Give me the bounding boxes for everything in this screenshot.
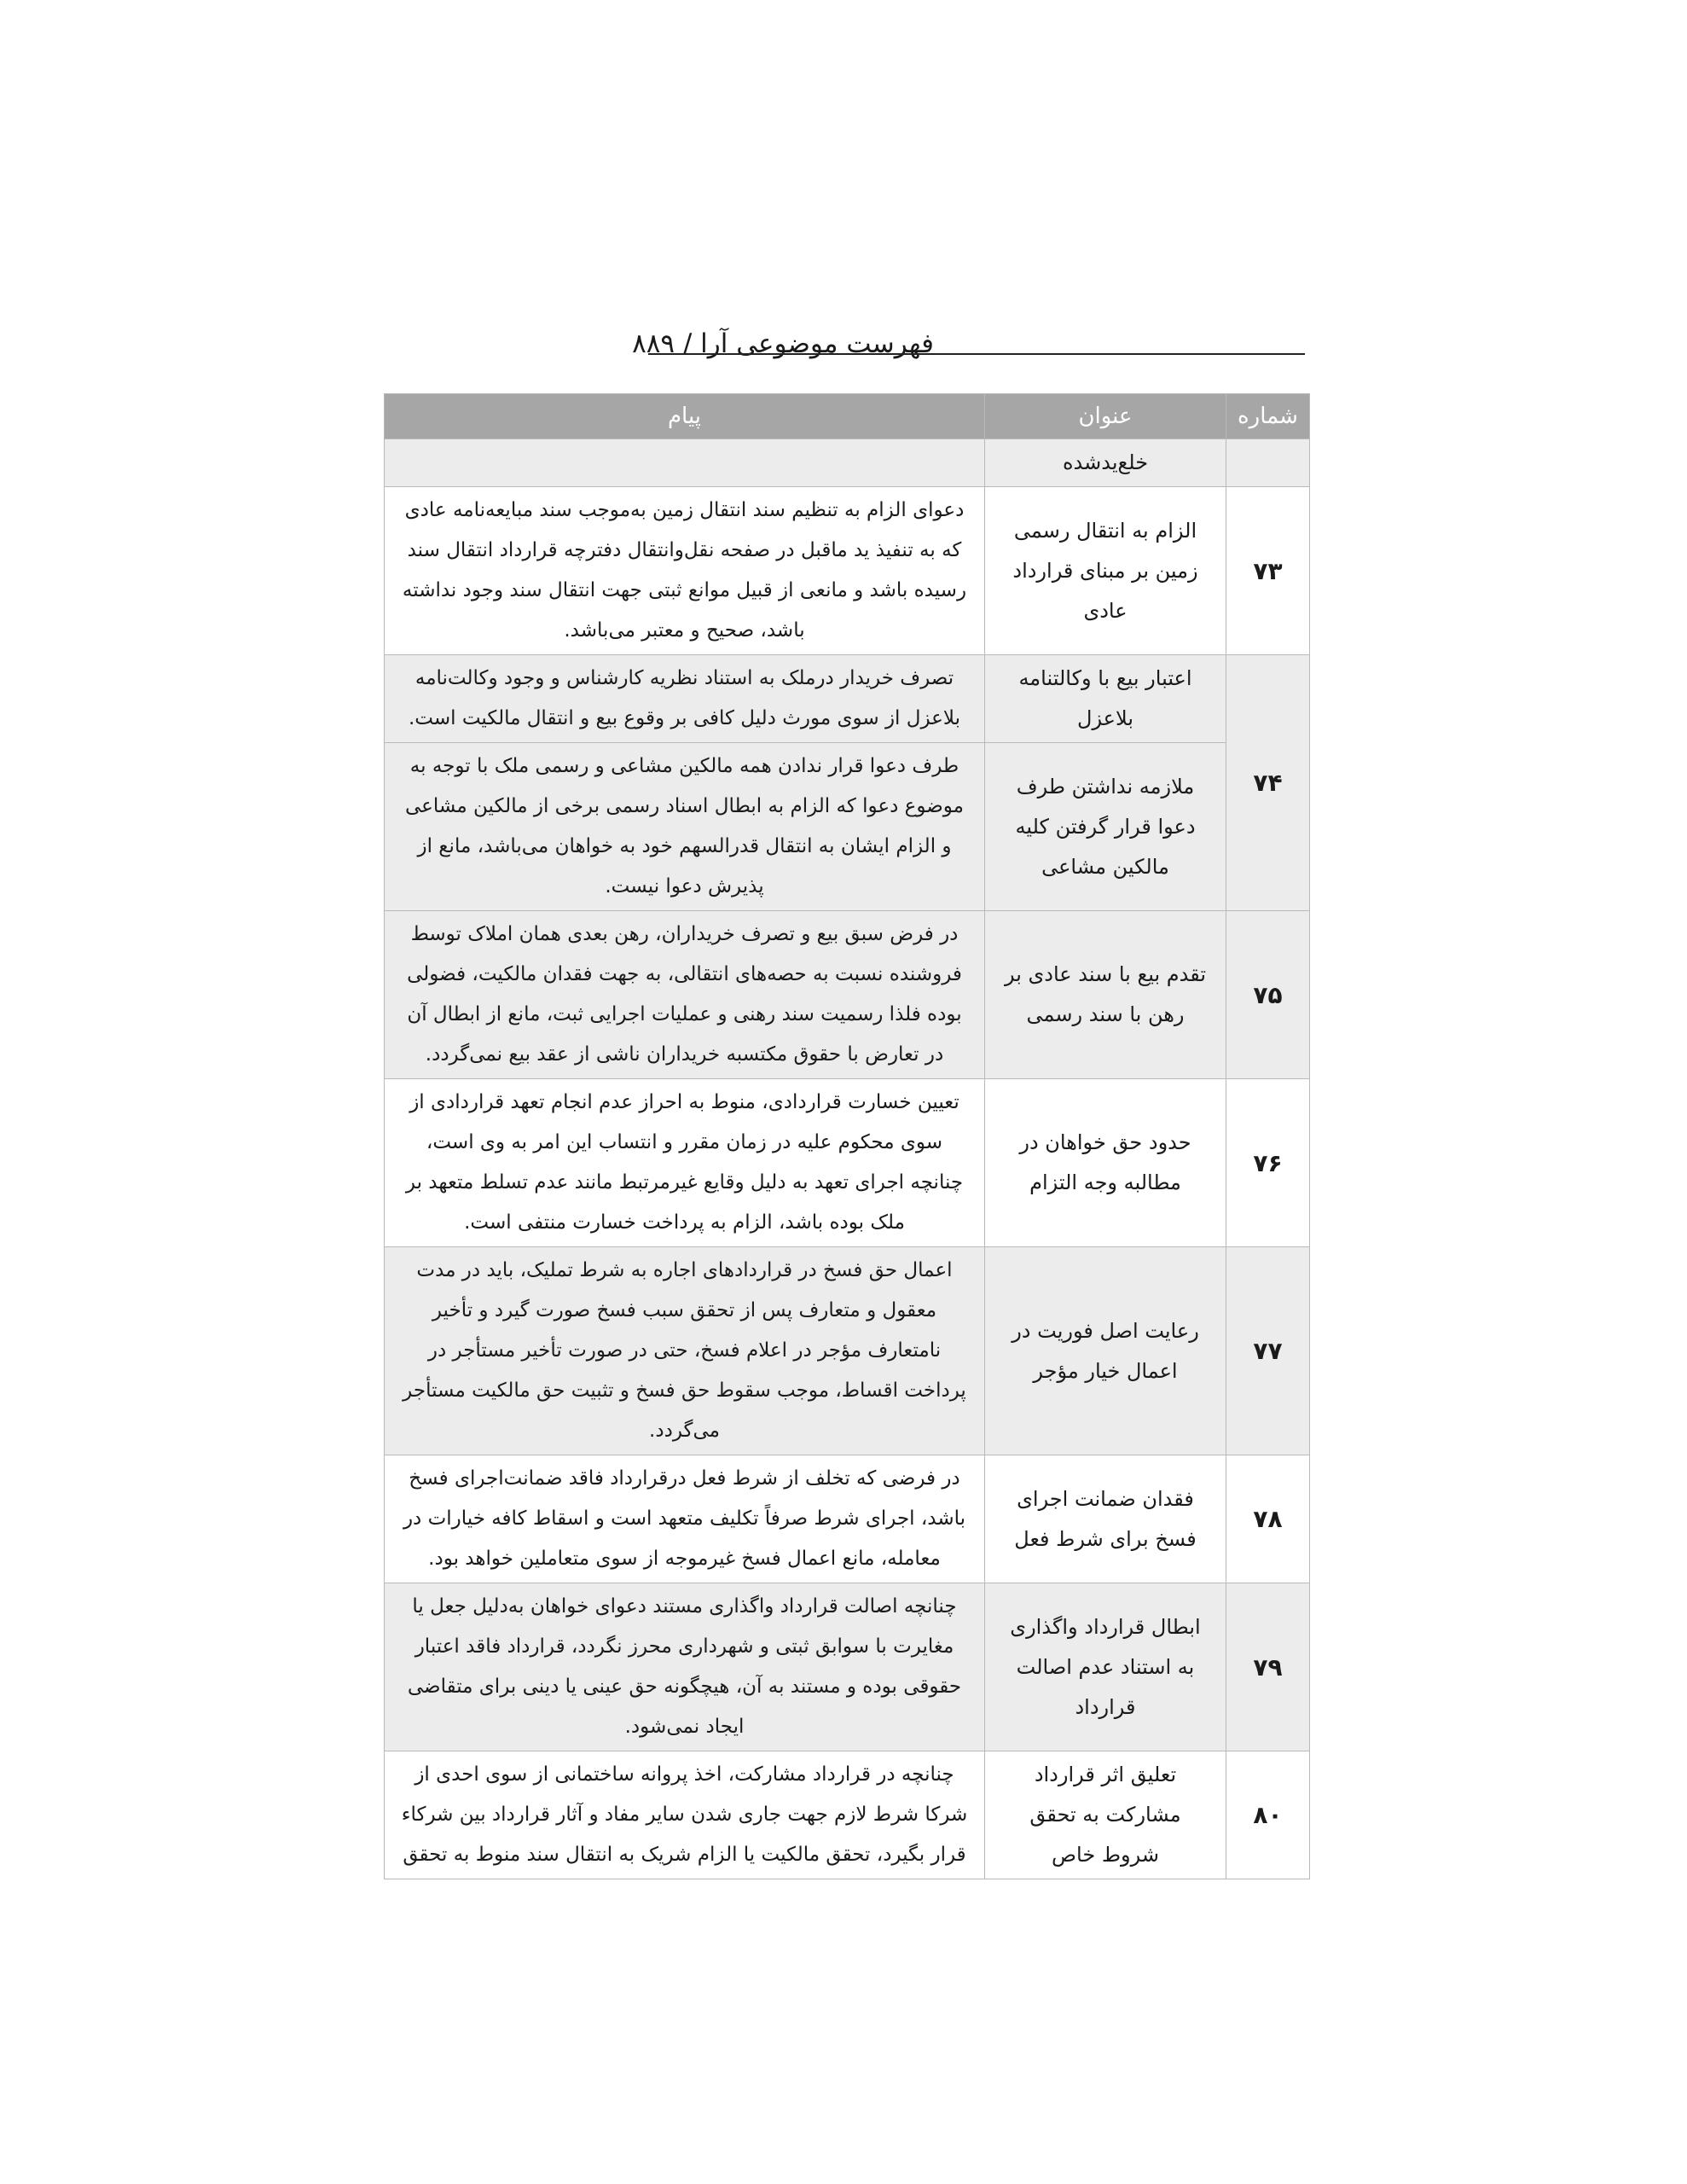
cell-title: فقدان ضمانت اجرای فسخ برای شرط فعل: [985, 1455, 1226, 1583]
cell-number: ۸۰: [1226, 1751, 1310, 1879]
cell-title: تقدم بیع با سند عادی بر رهن با سند رسمی: [985, 911, 1226, 1079]
header-title: عنوان: [985, 394, 1226, 439]
cell-title: خلع‌یدشده: [985, 439, 1226, 487]
cell-title: ابطال قرارداد واگذاری به استناد عدم اصالت قرارداد: [985, 1583, 1226, 1751]
table-row: [385, 1583, 1310, 1751]
table-row: [385, 487, 1310, 655]
table-row: [385, 655, 1310, 743]
cell-title: الزام به انتقال رسمی زمین بر مبنای قرارداد عادی: [985, 487, 1226, 655]
running-head: [384, 322, 1305, 365]
cell-number: ۷۹: [1226, 1583, 1310, 1751]
table-row: [385, 1247, 1310, 1455]
topic-index-table: [384, 393, 1310, 1879]
cell-number: ۷۵: [1226, 911, 1310, 1079]
table-row-sub: [385, 743, 1310, 911]
cell-message: در فرضی که تخلف از شرط فعل درقرارداد فاقد ضمانت‌اجرای فسخ باشد، اجرای شرط صرفاً تکلیف متعهد است و اسقاط کافه خیارات در معامله، مانع اعمال فسخ غیرموجه از سوی متعاملین خواهد بود.: [385, 1455, 985, 1583]
cell-number: [1226, 439, 1310, 487]
header-rule: [648, 353, 1305, 355]
table-row: [385, 1079, 1310, 1247]
cell-message: چنانچه اصالت قرارداد واگذاری مستند دعوای خواهان به‌دلیل جعل یا مغایرت با سوابق ثبتی و شهرداری محرز نگردد، قرارداد فاقد اعتبار حقوقی بوده و مستند به آن، هیچگونه حق عینی یا دینی برای متقاضی ایجاد نمی‌شود.: [385, 1583, 985, 1751]
cell-number: ۷۳: [1226, 487, 1310, 655]
cell-title: ملازمه نداشتن طرف دعوا قرار گرفتن کلیه مالکین مشاعی: [985, 743, 1226, 911]
cell-title: رعایت اصل فوریت در اعمال خیار مؤجر: [985, 1247, 1226, 1455]
table-row: [385, 911, 1310, 1079]
header-number: شماره: [1226, 394, 1310, 439]
cell-message: چنانچه در قرارداد مشارکت، اخذ پروانه ساختمانی از سوی احدی از شرکا شرط لازم جهت جاری شدن سایر مفاد و آثار قرارداد بین شرکاء قرار بگیرد، تحقق مالکیت یا الزام شریک به انتقال سند منوط به تحقق: [385, 1751, 985, 1879]
cell-number: ۷۷: [1226, 1247, 1310, 1455]
cell-number: ۷۸: [1226, 1455, 1310, 1583]
table-row-continuation: [385, 439, 1310, 487]
cell-title: اعتبار بیع با وکالتنامه بلاعزل: [985, 655, 1226, 743]
running-title: فهرست موضوعی آرا / ۸۸۹: [632, 328, 934, 359]
cell-title: تعلیق اثر قرارداد مشارکت به تحقق شروط خاص: [985, 1751, 1226, 1879]
cell-message: طرف دعوا قرار ندادن همه مالکین مشاعی و رسمی ملک با توجه به موضوع دعوا که الزام به ابطال اسناد رسمی برخی از مالکین مشاعی و الزام ایشان به انتقال قدرالسهم خود به خواهان می‌باشد، مانع از پذیرش دعوا نیست.: [385, 743, 985, 911]
table-header-row: [385, 394, 1310, 439]
cell-message: [385, 439, 985, 487]
cell-title: حدود حق خواهان در مطالبه وجه التزام: [985, 1079, 1226, 1247]
cell-message: اعمال حق فسخ در قراردادهای اجاره به شرط تملیک، باید در مدت معقول و متعارف پس از تحقق سبب فسخ صورت گیرد و تأخیر نامتعارف مؤجر در اعلام فسخ، حتی در صورت تأخیر مستأجر در پرداخت اقساط، موجب سقوط حق فسخ و تثبیت حق مالکیت مستأجر می‌گردد.: [385, 1247, 985, 1455]
header-message: پیام: [385, 394, 985, 439]
cell-message: تصرف خریدار درملک به استناد نظریه کارشناس و وجود وکالت‌نامه بلاعزل از سوی مورث دلیل کافی بر وقوع بیع و انتقال مالکیت است.: [385, 655, 985, 743]
cell-message: در فرض سبق بیع و تصرف خریداران، رهن بعدی همان املاک توسط فروشنده نسبت به حصه‌های انتقالی، به جهت فقدان مالکیت، فضولی بوده فلذا رسمیت سند رهنی و عملیات اجرایی ثبت، مانع از ابطال آن در تعارض با حقوق مکتسبه خریداران ناشی از عقد بیع نمی‌گردد.: [385, 911, 985, 1079]
cell-message: تعیین خسارت قراردادی، منوط به احراز عدم انجام تعهد قراردادی از سوی محکوم علیه در زمان مقرر و انتساب این امر به وی است، چنانچه اجرای تعهد به دلیل وقایع غیرمرتبط مانند عدم تسلط متعهد بر ملک بوده باشد، الزام به پرداخت خسارت منتفی است.: [385, 1079, 985, 1247]
cell-number: ۷۶: [1226, 1079, 1310, 1247]
cell-message: دعوای الزام به تنظیم سند انتقال زمین به‌موجب سند مبایعه‌نامه عادی که به تنفیذ ید ماقبل در صفحه نقل‌وانتقال دفترچه قرارداد انتقال سند رسیده باشد و مانعی از قبیل موانع ثبتی جهت انتقال سند وجود نداشته باشد، صحیح و معتبر می‌باشد.: [385, 487, 985, 655]
table-row: [385, 1751, 1310, 1879]
table-row: [385, 1455, 1310, 1583]
cell-number: ۷۴: [1226, 655, 1310, 911]
